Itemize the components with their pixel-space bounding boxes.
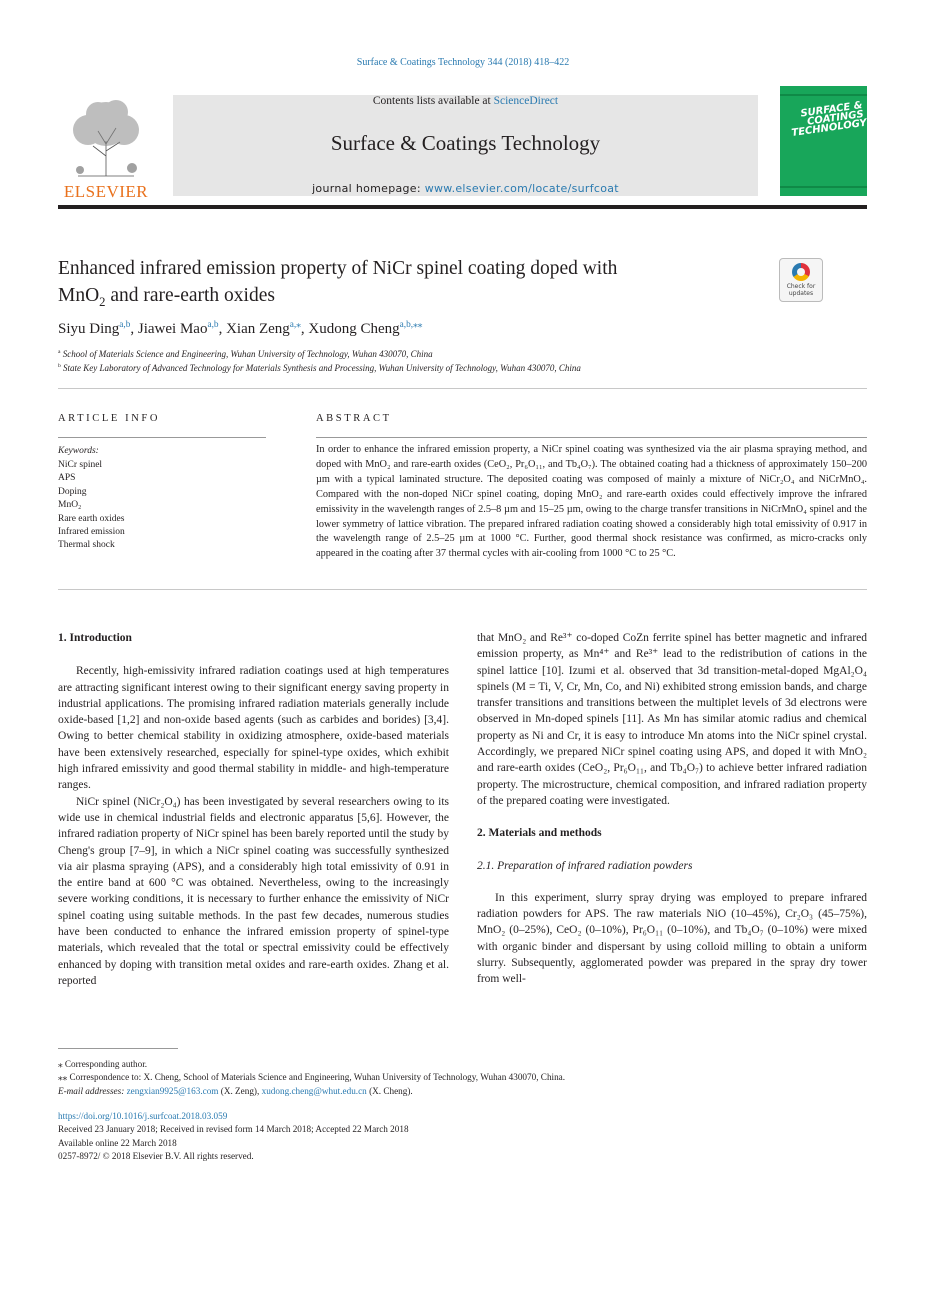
- sciencedirect-link[interactable]: ScienceDirect: [493, 95, 559, 107]
- footnote: ⁎⁎ Correspondence to: X. Cheng, School of Materials Science and Engineering, Wuhan University of Technology, Wuhan 430070, China.: [58, 1072, 566, 1083]
- elsevier-tree-icon: [58, 96, 154, 178]
- email-footnote: E-mail addresses: zengxian9925@163.com (X. Zeng), xudong.cheng@whut.edu.cn (X. Cheng).: [58, 1085, 413, 1096]
- copyright: 0257-8972/ © 2018 Elsevier B.V. All rights reserved.: [58, 1150, 254, 1161]
- journal-citation[interactable]: Surface & Coatings Technology 344 (2018) 418–422: [356, 57, 570, 68]
- keywords-list: [58, 459, 125, 553]
- left-column: [58, 630, 449, 989]
- cover-title: SURFACE & COATINGS TECHNOLOGY: [790, 99, 867, 140]
- footnote-rule: [58, 1048, 178, 1049]
- online-date: Available online 22 March 2018: [58, 1137, 177, 1148]
- keyword: MnO₂: [58, 500, 82, 511]
- check-for-updates-badge[interactable]: [779, 258, 823, 302]
- homepage-prefix: journal homepage:: [312, 182, 425, 195]
- homepage-link[interactable]: www.elsevier.com/locate/surfcoat: [424, 182, 619, 195]
- title-line-1: Enhanced infrared emission property of NiCr spinel coating doped with: [58, 258, 618, 279]
- elsevier-logo: [58, 96, 154, 201]
- check-badge-label: Check for updates: [786, 283, 816, 297]
- received-dates: Received 23 January 2018; Received in revised form 14 March 2018; Accepted 22 March 2018: [58, 1124, 409, 1135]
- author[interactable]: Xian Zeng$^{a,⁎}$: [226, 320, 301, 337]
- contents-prefix: Contents lists available at: [372, 95, 494, 107]
- title-sub: 2: [99, 294, 106, 309]
- keyword: NiCr spinel: [58, 460, 103, 470]
- keywords-label: Keywords:: [58, 446, 99, 456]
- article-info-heading: ARTICLE INFO: [58, 413, 161, 424]
- keyword: Doping: [58, 486, 87, 497]
- author[interactable]: Xudong Cheng$^{a,b,⁎⁎}$: [308, 320, 423, 337]
- keyword: APS: [58, 473, 76, 484]
- subsection-heading: 2.1. Preparation of infrared radiation powders: [477, 859, 693, 872]
- title-line-2a: MnO: [58, 285, 100, 306]
- paragraph: NiCr spinel (NiCr₂O₄) has been investigated by several researchers owing to its wide use in chemical industrial fields and electronic apparatus [5,6]. However, the infrared radiation property of NiCr spinel has been barely reported until the study by Cheng's group [7–9], in which a NiCr spinel coating was successfully synthesized via air plasma spraying (APS), and a considerably high total emissivity of 0.91 in the entire band at 600 °C was obtained. Nevertheless, owing to the increasingly severe working conditions, it is necessary to further enhance the emissivity of NiCr spinel coating using suitable methods. In the past few decades, numerous studies have been conducted to enhance the infrared emission property of spinel-type materials, which revealed that the total or spectral emissivity could be effectively enhanced by doping with transition metal oxides and rare-earth oxides. Zhang et al. reported: [58, 795, 449, 987]
- footnote: ⁎ Corresponding author.: [58, 1059, 148, 1069]
- divider: [58, 388, 867, 389]
- abstract-heading: ABSTRACT: [316, 413, 392, 424]
- title-line-2b: and rare-earth oxides: [105, 285, 275, 306]
- right-column: [477, 630, 867, 988]
- section-heading: 2. Materials and methods: [477, 827, 602, 840]
- elsevier-wordmark: ELSEVIER: [63, 182, 149, 201]
- journal-homepage: [173, 182, 758, 195]
- keyword: Thermal shock: [58, 540, 115, 551]
- section-heading: 1. Introduction: [58, 632, 132, 644]
- abstract-text: In order to enhance the infrared emission property, a NiCr spinel coating was synthesized via the air plasma spraying method, and doped with MnO₂ and rare-earth oxides (CeO₂, Pr₆O₁₁, and Tb₄O₇). The obtained coating had a thickness of approximately 150–200 µm with a typical laminated structure. The deposited coating was composed of mainly a mixture of NiCr₂O₄ and NiCrMnO₄. Compared with the non-doped NiCr spinel coating, doping MnO₂ and rare-earth oxides could effectively improve the infrared emissivity in the wavelength ranges of 2.5–8 µm and 15–25 µm, owing to the charge transfer transitions in NiCrMnO₄ spinel and the lower symmetry of lattice vibration. The prepared infrared radiation coating showed a considerably high total emissivity of 0.917 in the wavelength range of 2.5–25 µm at 1000 °C. Further, good thermal shock resistance was confirmed, as micro-cracks only appeared in the coating after 37 thermal cycles with air-cooling from 1000 °C to 25 °C.: [316, 444, 867, 560]
- publication-info: [58, 1110, 867, 1163]
- email-link[interactable]: zengxian9925@163.com: [126, 1085, 219, 1096]
- keyword: Infrared emission: [58, 527, 125, 538]
- keyword: Rare earth oxides: [58, 513, 125, 524]
- crossmark-icon: [792, 263, 810, 281]
- journal-title: Surface & Coatings Technology: [330, 131, 601, 155]
- journal-cover-image[interactable]: [780, 86, 867, 196]
- paragraph: In this experiment, slurry spray drying was employed to prepare infrared radiation powders for APS. The raw materials NiO (10–45%), Cr₂O₃ (45–75%), MnO₂ (0–25%), CeO₂ (0–10%), Pr₆O₁₁ (0–10%), and Tb₄O₇ (0–10%) were mixed with organic binder and dispersant by using colloid milling to obtain a uniform slurry. Subsequently, agglomerated powder was prepared in the spray dry tower from well-: [477, 891, 867, 986]
- divider: [316, 437, 867, 438]
- contents-line: [173, 95, 758, 107]
- header-rule: [58, 205, 867, 209]
- paragraph: Recently, high-emissivity infrared radiation coatings used at high temperatures are attracting significant interest owing to their significant energy saving property in industrial applications. The promising infrared radiation materials generally include oxide-based [1,2] and non-oxide based agents (such as carbides and borides) [3,4]. Owing to better chemical stability in oxidizing atmosphere, oxide-based materials have been extensively researched, especially for spinel-type oxides, which exhibit high infrared emissivity and good thermal stability in middle- and high-temperature ranges.: [58, 665, 449, 792]
- divider: [58, 437, 266, 438]
- author-list: Siyu Ding$^{a,b}$, Jiawei Mao$^{a,b}$, Xian Zeng$^{a,⁎}$, Xudong Cheng$^{a,b,⁎⁎}$: [58, 320, 423, 337]
- affiliation: $^a$ School of Materials Science and Engineering, Wuhan University of Technology, Wuhan 430070, China: [58, 349, 433, 359]
- article-title: [58, 255, 758, 316]
- paragraph: that MnO₂ and Re³⁺ co-doped CoZn ferrite spinel has better magnetic and infrared emission property, as Mn⁴⁺ and Re³⁺ lead to the redistribution of cations in the spinel lattice [10]. Izumi et al. observed that 3d transition-metal-doped MgAl₂O₄ spinels (M = Ti, V, Cr, Mn, Co, and Ni) exhibited strong emission bands, and charge transfer transitions and transitions between the multiplet levels of 3d electrons were observed in Mn-doped spinels [11]. As Mn has similar atomic radius and chemical property as Ni and Cr, it is easy to introduce Mn atoms into the NiCr spinel crystal. Accordingly, we prepared NiCr spinel coating using APS, and doped it with MnO₂ and rare-earth oxides (CeO₂, Pr₆O₁₁, and Tb₄O₇) to achieve better infrared radiation property. The microstructure, chemical composition, and infrared radiation property of the prepared coating were investigated.: [477, 632, 867, 807]
- footnotes: [58, 1058, 867, 1098]
- affiliation: $^b$ State Key Laboratory of Advanced Technology for Materials Synthesis and Processing, Wuhan University of Technology, Wuhan 430070, China: [58, 363, 581, 373]
- author[interactable]: Siyu Ding$^{a,b}$: [58, 320, 131, 337]
- author[interactable]: Jiawei Mao$^{a,b}$: [137, 320, 219, 337]
- doi-link[interactable]: https://doi.org/10.1016/j.surfcoat.2018.03.059: [58, 1111, 228, 1121]
- divider: [58, 589, 867, 590]
- email-link[interactable]: xudong.cheng@whut.edu.cn: [261, 1085, 367, 1096]
